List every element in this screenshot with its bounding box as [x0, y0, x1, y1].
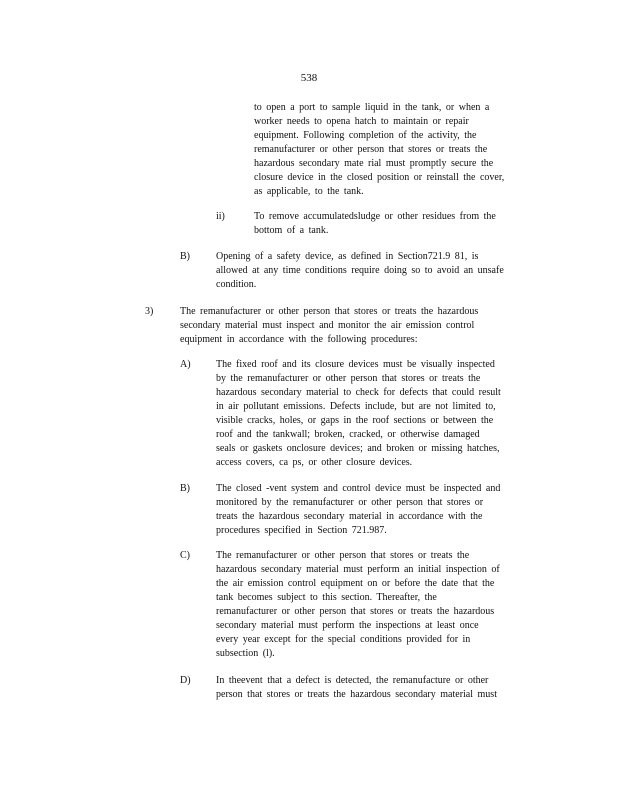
- text-line: tank becomes subject to this section. Thereafter, the: [216, 592, 437, 603]
- text-line: remanufacturer or other person that stores or treats the hazardous: [216, 606, 495, 617]
- text-line: hazardous secondary mate rial must promptly secure the: [254, 158, 494, 169]
- text-line: roof and the tankwall; broken, cracked, or otherwise damaged: [216, 429, 480, 440]
- text-line: visible cracks, holes, or gaps in the roof sections or between the: [216, 415, 494, 426]
- text-line: secondary material must inspect and monitor the air emission control: [180, 320, 475, 331]
- text-line: person that stores or treats the hazardous secondary material must: [216, 689, 497, 700]
- text-line: the air emission control equipment on or before the date that the: [216, 578, 495, 589]
- item-label-d: D): [180, 675, 191, 686]
- item-d-text: [216, 674, 497, 702]
- text-line: seals or gaskets onclosure devices; and broken or missing hatches,: [216, 443, 500, 454]
- text-line: remanufacturer or other person that stores or treats the: [254, 144, 488, 155]
- text-line: in air pollutant emissions. Defects include, but are not limited to,: [216, 401, 496, 412]
- item-ii-text: [254, 210, 496, 238]
- text-line: bottom of a tank.: [254, 225, 329, 236]
- text-line: The remanufacturer or other person that stores or treats the: [216, 550, 470, 561]
- text-line: secondary material must perform the inspections at least once: [216, 620, 479, 631]
- item-3-text: [180, 305, 478, 347]
- text-line: closure device in the closed position or reinstall the cover,: [254, 172, 505, 183]
- text-line: The closed -vent system and control device must be inspected and: [216, 483, 501, 494]
- text-line: by the remanufacturer or other person that stores or treats the: [216, 373, 481, 384]
- text-line: worker needs to opena hatch to maintain or repair: [254, 116, 469, 127]
- item-c-text: [216, 549, 500, 661]
- item-label-b: B): [180, 251, 190, 262]
- item-label-3: 3): [145, 306, 154, 317]
- text-line: equipment in accordance with the following procedures:: [180, 334, 418, 345]
- text-line: hazardous secondary material must perform an initial inspection of: [216, 564, 500, 575]
- text-line: to open a port to sample liquid in the tank, or when a: [254, 102, 490, 113]
- text-line: equipment. Following completion of the activity, the: [254, 130, 477, 141]
- continuation-paragraph: [254, 101, 504, 199]
- text-line: The remanufacturer or other person that stores or treats the hazardous: [180, 306, 479, 317]
- item-label-b-closed-vent: B): [180, 483, 190, 494]
- item-label-a: A): [180, 359, 191, 370]
- text-line: allowed at any time conditions require doing so to avoid an unsafe: [216, 265, 504, 276]
- text-line: access covers, ca ps, or other closure devices.: [216, 457, 413, 468]
- item-b-safety-device-text: [216, 250, 504, 292]
- text-line: The fixed roof and its closure devices must be visually inspected: [216, 359, 495, 370]
- text-line: condition.: [216, 279, 257, 290]
- text-line: subsection (l).: [216, 648, 275, 659]
- page-number: 538: [300, 72, 318, 84]
- text-line: In theevent that a defect is detected, the remanufacture or other: [216, 675, 489, 686]
- text-line: procedures specified in Section 721.987.: [216, 525, 387, 536]
- item-label-ii: ii): [216, 211, 225, 222]
- item-label-c: C): [180, 550, 190, 561]
- text-line: every year except for the special conditions provided for in: [216, 634, 471, 645]
- text-line: as applicable, to the tank.: [254, 186, 364, 197]
- text-line: Opening of a safety device, as defined in Section721.9 81, is: [216, 251, 479, 262]
- text-line: hazardous secondary material to check for defects that could result: [216, 387, 501, 398]
- item-a-text: [216, 358, 501, 470]
- text-line: treats the hazardous secondary material in accordance with the: [216, 511, 483, 522]
- text-line: To remove accumulatedsludge or other residues from the: [254, 211, 496, 222]
- item-b-closed-vent-text: [216, 482, 500, 538]
- text-line: monitored by the remanufacturer or other person that stores or: [216, 497, 484, 508]
